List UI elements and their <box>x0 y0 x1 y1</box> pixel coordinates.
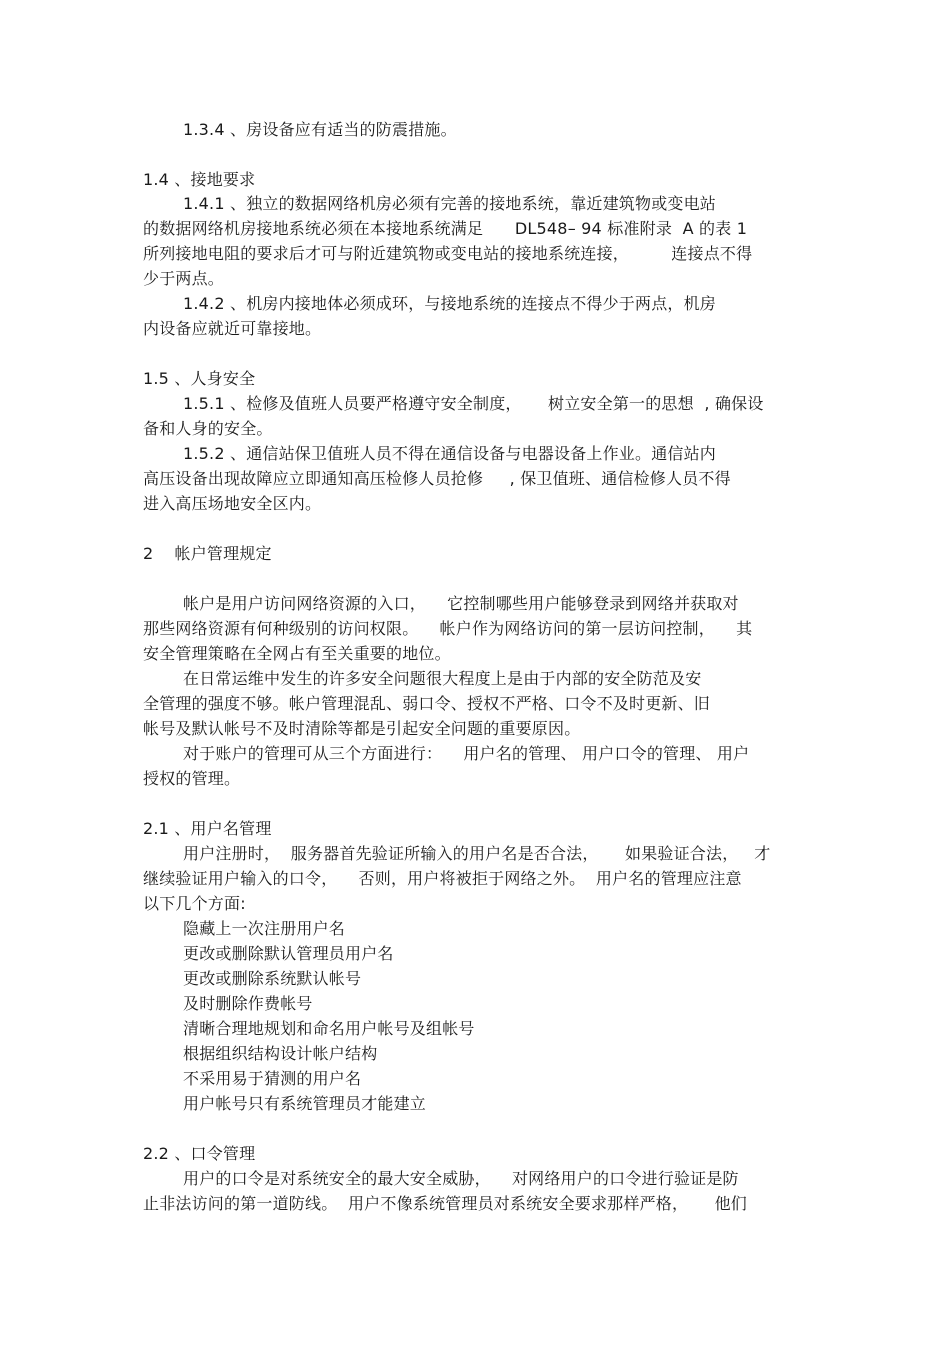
list-item: 清晰合理地规划和命名用户帐号及组帐号 <box>183 1019 475 1038</box>
text-line: 1.3.4 、房设备应有适当的防震措施。 <box>183 120 457 139</box>
text-line: 安全管理策略在全网占有至关重要的地位。 <box>143 644 451 663</box>
text-line: 1.5.1 、检修及值班人员要严格遵守安全制度， 树立安全第一的思想 , 确保设 <box>183 394 764 413</box>
text-line: 用户的口令是对系统安全的最大安全威胁， 对网络用户的口令进行验证是防 <box>183 1169 739 1188</box>
list-item: 不采用易于猜测的用户名 <box>183 1069 362 1088</box>
text-line: 1.5.2 、通信站保卫值班人员不得在通信设备与电器设备上作业。通信站内 <box>183 444 716 463</box>
text-line: 备和人身的安全。 <box>143 419 273 438</box>
text-line: 1.4.1 、独立的数据网络机房必须有完善的接地系统，靠近建筑物或变电站 <box>183 194 716 213</box>
text-line: 内设备应就近可靠接地。 <box>143 319 322 338</box>
text-line: 少于两点。 <box>143 269 225 288</box>
list-item: 更改或删除系统默认帐号 <box>183 969 362 988</box>
list-item: 及时删除作费帐号 <box>183 994 313 1013</box>
text-line: 继续验证用户输入的口令， 否则，用户将被拒于网络之外。 用户名的管理应注意 <box>143 869 742 888</box>
chapter-heading: 2 帐户管理规定 <box>143 544 272 563</box>
text-line: 以下几个方面: <box>143 894 246 913</box>
list-item: 根据组织结构设计帐户结构 <box>183 1044 378 1063</box>
text-line: 那些网络资源有何种级别的访问权限。 帐户作为网络访问的第一层访问控制， 其 <box>143 619 753 638</box>
section-heading: 2.1 、用户名管理 <box>143 819 272 838</box>
text-line: 在日常运维中发生的许多安全问题很大程度上是由于内部的安全防范及安 <box>183 669 702 688</box>
list-item: 用户帐号只有系统管理员才能建立 <box>183 1094 427 1113</box>
text-line: 的数据网络机房接地系统必须在本接地系统满足 DL548– 94 标准附录 A 的表 1 <box>143 219 748 238</box>
section-heading: 2.2 、口令管理 <box>143 1144 256 1163</box>
text-line: 授权的管理。 <box>143 769 241 788</box>
text-line: 所列接地电阻的要求后才可与附近建筑物或变电站的接地系统连接， 连接点不得 <box>143 244 753 263</box>
text-line: 全管理的强度不够。帐户管理混乱、弱口令、授权不严格、口令不及时更新、旧 <box>143 694 711 713</box>
text-line: 进入高压场地安全区内。 <box>143 494 322 513</box>
text-line: 对于账户的管理可从三个方面进行： 用户名的管理、 用户口令的管理、 用户 <box>183 744 750 763</box>
list-item: 更改或删除默认管理员用户名 <box>183 944 394 963</box>
text-line: 用户注册时， 服务器首先验证所输入的用户名是否合法， 如果验证合法， 才 <box>183 844 771 863</box>
section-heading: 1.4 、接地要求 <box>143 170 256 189</box>
text-line: 1.4.2 、机房内接地体必须成环，与接地系统的连接点不得少于两点，机房 <box>183 294 716 313</box>
text-line: 帐号及默认帐号不及时清除等都是引起安全问题的重要原因。 <box>143 719 581 738</box>
list-item: 隐藏上一次注册用户名 <box>183 919 346 938</box>
section-heading: 1.5 、人身安全 <box>143 369 256 388</box>
text-line: 高压设备出现故障应立即通知高压检修人员抢修 , 保卫值班、通信检修人员不得 <box>143 469 731 488</box>
text-line: 帐户是用户访问网络资源的入口， 它控制哪些用户能够登录到网络并获取对 <box>183 594 739 613</box>
text-line: 止非法访问的第一道防线。 用户不像系统管理员对系统安全要求那样严格， 他们 <box>143 1194 748 1213</box>
